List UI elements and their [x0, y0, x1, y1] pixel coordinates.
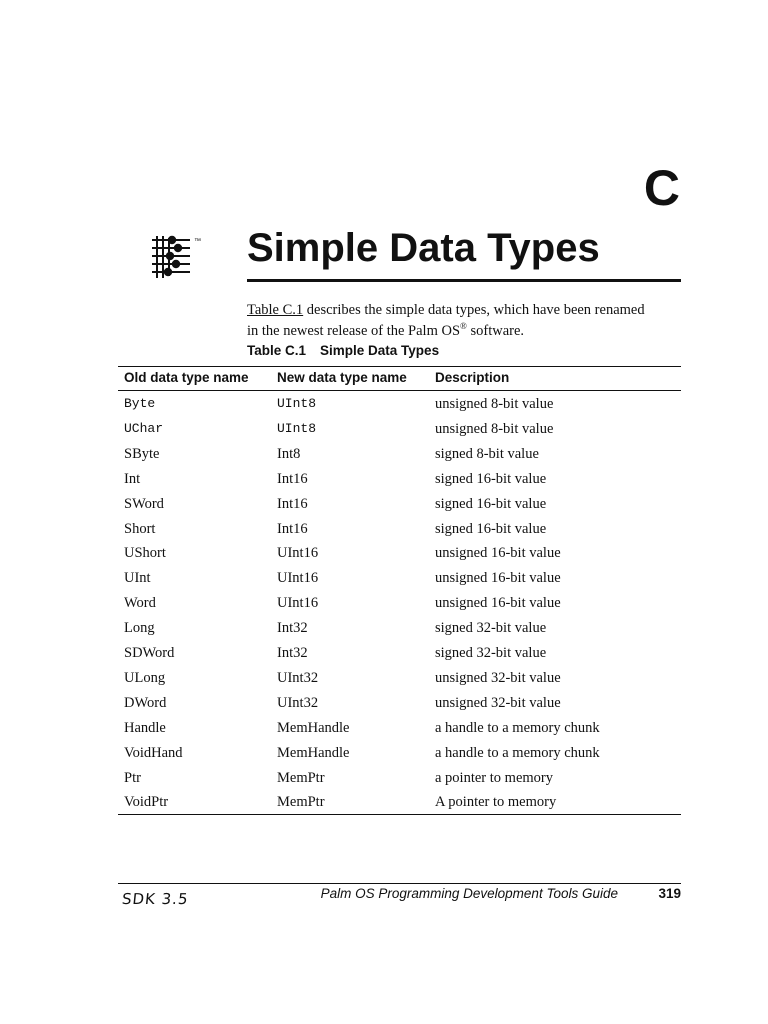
column-header-description: Description	[435, 370, 510, 385]
new-type-name: Int16	[277, 520, 308, 537]
type-description: signed 32-bit value	[435, 645, 547, 661]
type-description: unsigned 8-bit value	[435, 396, 554, 412]
old-type-name: Int	[124, 470, 141, 487]
intro-line2: in the newest release of the Palm OS	[247, 322, 461, 339]
new-type-name: UInt32	[277, 694, 319, 711]
table-bottom-rule	[118, 814, 681, 815]
old-type-name: VoidHand	[124, 744, 183, 761]
type-description: unsigned 16-bit value	[435, 570, 561, 587]
new-type-name: UInt16	[277, 570, 319, 587]
type-description: unsigned 32-bit value	[435, 669, 561, 686]
table-row	[0, 445, 768, 470]
table-caption-label: Table C.1	[247, 343, 307, 358]
old-type-name: DWord	[124, 694, 167, 711]
type-description: signed 32-bit value	[435, 620, 547, 637]
table-row	[0, 594, 768, 619]
new-type-name: UInt16	[277, 545, 319, 562]
old-type-name: Byte	[124, 396, 156, 411]
table-row	[0, 569, 768, 594]
new-type-name: UInt8	[277, 396, 317, 411]
table-reference-link[interactable]: Table C.1	[247, 302, 304, 318]
old-type-name: Word	[124, 595, 156, 612]
footer-rule	[118, 883, 681, 884]
old-type-name: Short	[124, 520, 156, 537]
type-description: a handle to a memory chunk	[435, 719, 600, 736]
new-type-name: Int16	[277, 495, 308, 512]
old-type-name: ULong	[124, 669, 166, 686]
new-type-name: Int32	[277, 645, 308, 661]
old-type-name: UInt	[124, 570, 151, 587]
type-description: a pointer to memory	[435, 769, 553, 786]
new-type-name: UInt8	[277, 420, 317, 436]
table-row	[0, 669, 768, 694]
new-type-name: Int16	[277, 470, 308, 487]
column-header-new-name: New data type name	[277, 370, 407, 385]
table-row	[0, 544, 768, 569]
old-type-name: SByte	[124, 445, 160, 462]
type-description: signed 16-bit value	[435, 495, 547, 512]
intro-line1: describes the simple data types, which have been renamed	[303, 302, 645, 318]
type-description: unsigned 32-bit value	[435, 694, 561, 711]
old-type-name: SDWord	[124, 645, 175, 661]
old-type-name: UChar	[124, 420, 164, 436]
table-caption-title: Simple Data Types	[320, 343, 440, 358]
table-row	[0, 694, 768, 719]
table-row	[0, 420, 768, 445]
old-type-name: UShort	[124, 545, 166, 562]
table-row	[0, 470, 768, 495]
table-row	[0, 395, 768, 420]
new-type-name: MemPtr	[277, 769, 325, 786]
footer-book-title: Palm OS Programming Development Tools Guide	[320, 886, 618, 901]
old-type-name: SWord	[124, 495, 164, 512]
new-type-name: MemHandle	[277, 719, 350, 736]
page-number: 319	[658, 886, 681, 901]
table-row	[0, 644, 768, 669]
type-description: A pointer to memory	[435, 794, 557, 811]
old-type-name: VoidPtr	[124, 794, 169, 811]
table-row	[0, 744, 768, 769]
type-description: unsigned 8-bit value	[435, 420, 554, 437]
registered-mark: ®	[460, 321, 467, 331]
table-row	[0, 520, 768, 545]
type-description: signed 16-bit value	[435, 470, 547, 487]
old-type-name: Handle	[124, 719, 166, 736]
intro-line2-end: software.	[466, 322, 525, 339]
type-description: signed 8-bit value	[435, 445, 539, 462]
type-description: signed 16-bit value	[435, 520, 547, 537]
column-header-old-name: Old data type name	[124, 370, 249, 385]
handwritten-note: SDK 3.5	[121, 890, 190, 908]
table-row	[0, 619, 768, 644]
new-type-name: MemPtr	[277, 794, 325, 811]
new-type-name: UInt32	[277, 669, 319, 686]
old-type-name: Ptr	[124, 769, 141, 786]
new-type-name: MemHandle	[277, 744, 350, 761]
type-description: a handle to a memory chunk	[435, 744, 600, 761]
trademark-mark: ™	[194, 238, 201, 245]
table-row	[0, 495, 768, 520]
new-type-name: UInt16	[277, 595, 319, 612]
new-type-name: Int8	[277, 445, 301, 462]
old-type-name: Long	[124, 620, 155, 637]
chapter-letter: C	[643, 160, 680, 216]
page-title: Simple Data Types	[247, 226, 600, 270]
table-row	[0, 719, 768, 744]
new-type-name: Int32	[277, 620, 308, 637]
table-row	[0, 769, 768, 794]
type-description: unsigned 16-bit value	[435, 545, 561, 562]
type-description: unsigned 16-bit value	[435, 595, 561, 612]
